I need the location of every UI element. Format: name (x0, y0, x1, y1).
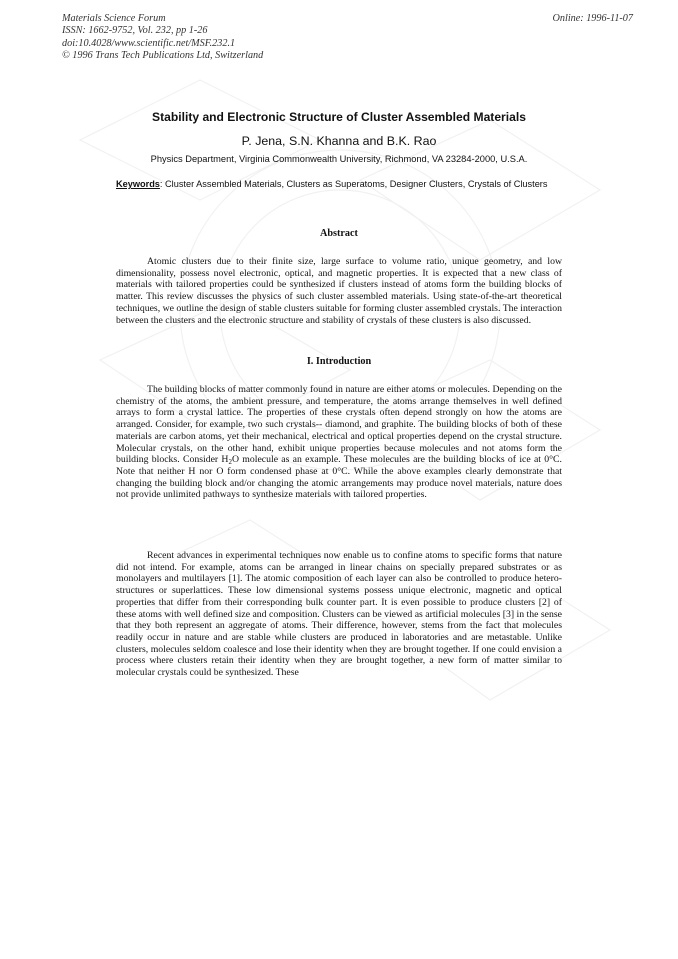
abstract-paragraph: Atomic clusters due to their finite size, large surface to volume ratio, unique geometry, and low dimensionality, possess novel electronic, optical, and magnetic properties. It is expected that a new class of materials with tailored properties could be synthesized if clusters instead of atoms form the building blocks of matter. This review discusses the physics of such cluster assembled materials. Using state-of-the-art theoretical techniques, we outline the design of stable clusters suitable for forming cluster assembled crystals. The interaction between the clusters and the electronic structure and stability of crystals of these clusters is also discussed. (116, 256, 562, 326)
introduction-body-continued (116, 550, 562, 679)
keywords-label: Keywords (116, 179, 160, 189)
affiliation: Physics Department, Virginia Commonwealth University, Richmond, VA 23284-2000, U.S.A. (150, 154, 528, 164)
paragraph-1-text-a: The building blocks of matter commonly found in nature are either atoms or molecules. Depending on the chemistry of the atoms, the ambient pressure, and temperature, the atoms arrange themselves in well defined arrays to form a crystal lattice. The properties of these crystals often depend strongly on how the atoms are arranged. Consider, for example, two such crystals-- diamond, and graphite. The building blocks of both of these materials are carbon atoms, yet their mechanical, electrical and optical properties depend on the crystal structure. Molecular crystals, on the other hand, exhibit unique properties because molecules and not atoms form the building blocks. Consider H (116, 384, 562, 466)
abstract-body (116, 256, 562, 326)
journal-name: Materials Science Forum (62, 13, 166, 24)
copyright-line: © 1996 Trans Tech Publications Ltd, Switzerland (62, 50, 264, 62)
keywords-text: : Cluster Assembled Materials, Clusters as Superatoms, Designer Clusters, Crystals of Clusters (159, 179, 548, 189)
issn-line: ISSN: 1662-9752, Vol. 232, pp 1-26 (62, 25, 208, 37)
introduction-body (116, 384, 562, 501)
introduction-paragraph-1 (116, 384, 562, 501)
subscript-2: 2 (228, 458, 232, 467)
author-list: P. Jena, S.N. Khanna and B.K. Rao (241, 134, 437, 148)
doi-line: doi:10.4028/www.scientific.net/MSF.232.1 (62, 37, 236, 49)
section-heading-introduction: I. Introduction (306, 356, 372, 367)
paper-title: Stability and Electronic Structure of Cluster Assembled Materials (152, 110, 526, 124)
introduction-paragraph-2: Recent advances in experimental techniques now enable us to confine atoms to specific forms that nature did not intend. For example, atoms can be arranged in linear chains on specially prepared substrates or as monolayers and multilayers [1]. The atomic composition of each layer can also be controlled to produce hetero- structures or superlattices. These low dimensional systems possess unique electronic, magnetic and optical properties that differ from their corresponding bulk counter part. It is even possible to produce clusters [2] of these atoms with well defined size and composition. Clusters can be viewed as artificial molecules [3] in the sense that they both represent an aggregate of atoms. Their difference, however, stems from the fact that molecules readily occur in nature and are stable while clusters are produced in laboratories and are metastable. Unlike clusters, molecules seldom coalesce and lose their identity when they are brought together. If one could envision a process where clusters retain their identity when they are brought together, a new form of matter similar to molecular crystals could be synthesized. These (116, 550, 562, 679)
keywords (116, 179, 562, 190)
online-date: Online: 1996-11-07 (552, 13, 633, 24)
journal-header (62, 13, 263, 63)
paragraph-1-text-b: O molecule as an example. These molecules are the building blocks of ice at 0°C. Note that neither H nor O form condensed phase at 0°C. While the above examples clearly demonstrate that changing the building block and/or changing the atomic arrangements may produce novel materials, nature does not provide unlimited pathways to synthesize materials with tailored properties. (116, 454, 562, 501)
abstract-heading: Abstract (320, 228, 358, 239)
